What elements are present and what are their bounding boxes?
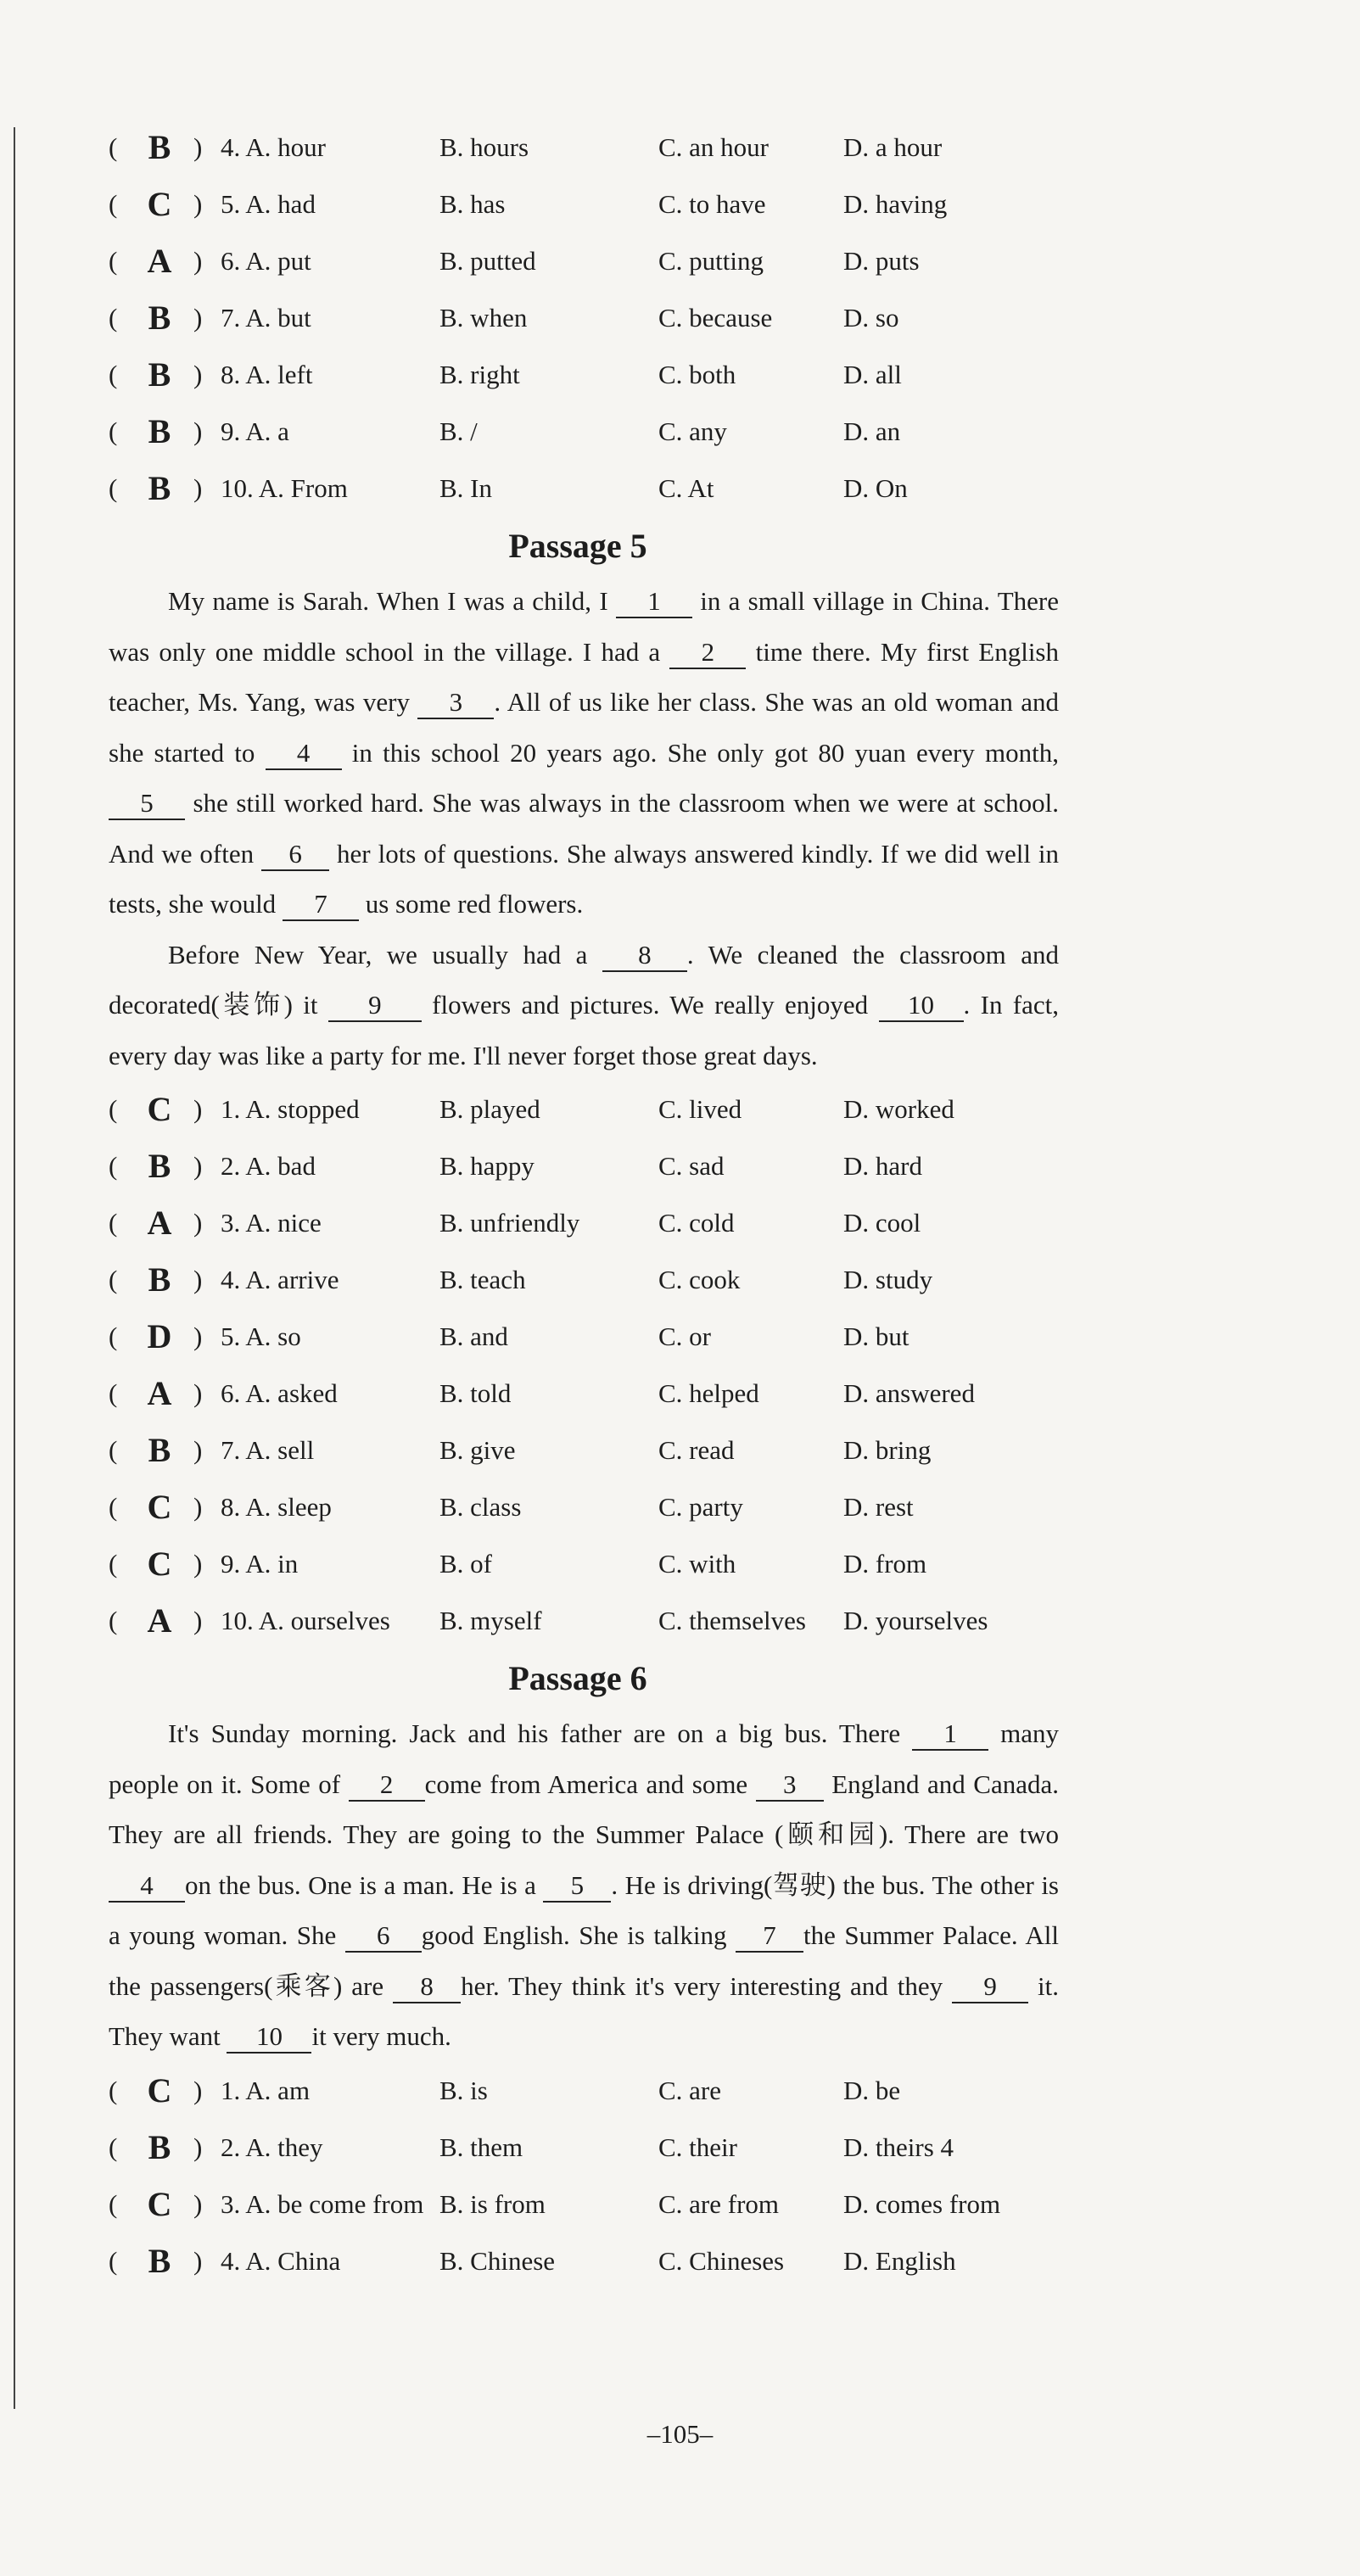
- option-c: C. because: [658, 303, 773, 332]
- option-d: D. comes from: [843, 2188, 1001, 2219]
- option-b: B. happy: [439, 1151, 534, 1181]
- question-number: 6.: [221, 246, 241, 276]
- paren: (: [109, 1549, 118, 1579]
- paren: ): [193, 473, 203, 503]
- option-b: B. of: [439, 1549, 492, 1579]
- paren: (: [109, 1492, 118, 1522]
- option-b: B. when: [439, 303, 528, 332]
- option-b: B. putted: [439, 246, 536, 276]
- paren: (: [109, 303, 118, 332]
- option-a-text: A. arrive: [245, 1265, 339, 1294]
- option-b: B. hours: [439, 132, 529, 162]
- blank: 7: [283, 889, 359, 921]
- question-row: [109, 1251, 1059, 1308]
- paren: ): [193, 2188, 203, 2219]
- paren: (: [109, 1435, 118, 1465]
- question-row: [109, 1535, 1059, 1592]
- option-a-text: A. left: [245, 360, 313, 389]
- option-a-text: A. be come from: [245, 2188, 424, 2219]
- question-number: 6.: [221, 1378, 241, 1408]
- page-binding-edge: [14, 127, 15, 2409]
- paren: (: [109, 1265, 118, 1294]
- passage-text: many people on it. Some of: [109, 1718, 1059, 1799]
- option-d: D. theirs 4: [843, 2132, 954, 2162]
- paren: ): [193, 1322, 203, 1351]
- question-number: 2.: [221, 2132, 241, 2162]
- passage-text: on the bus. One is a man. He is a: [185, 1869, 544, 1900]
- question-number: 10.: [221, 473, 254, 503]
- option-c: C. party: [658, 1492, 743, 1522]
- blank: 4: [266, 738, 342, 770]
- answer-mark: B: [148, 1260, 171, 1299]
- paren: (: [109, 1322, 118, 1351]
- option-d: D. worked: [843, 1094, 954, 1124]
- option-d: D. English: [843, 2245, 956, 2276]
- passage-text: her lots of questions. She always answered kindly. If we did well in tests, she would: [109, 838, 1060, 919]
- option-b: B. teach: [439, 1265, 526, 1294]
- option-d: D. answered: [843, 1378, 975, 1408]
- paren: ): [193, 189, 203, 219]
- passage-text: in a small village in China. There was only one middle school in the village. I had a: [109, 586, 1059, 667]
- blank: 1: [616, 586, 692, 618]
- option-a: [221, 2176, 423, 2232]
- paren: (: [109, 2188, 118, 2219]
- option-a-text: A. put: [245, 246, 311, 276]
- option-a: [221, 1308, 301, 1365]
- option-d: D. bring: [843, 1435, 932, 1465]
- paren: (: [109, 1606, 118, 1635]
- option-d: D. rest: [843, 1492, 914, 1522]
- paren: ): [193, 303, 203, 332]
- passage-text: her. They think it's very interesting and they: [461, 1970, 953, 2001]
- passage-paragraph: [109, 1708, 1059, 2062]
- option-b: B. class: [439, 1492, 522, 1522]
- question-number: 2.: [221, 1151, 241, 1181]
- passage-text: flowers and pictures. We really enjoyed: [421, 990, 879, 1020]
- answer-mark: A: [147, 1374, 172, 1412]
- option-a-text: A. a: [245, 416, 289, 446]
- question-number: 7.: [221, 1435, 241, 1465]
- passage-title: Passage 6: [508, 1659, 647, 1697]
- option-a: [221, 2062, 310, 2119]
- passage-text: it. They want: [109, 1970, 1059, 2051]
- option-c: C. read: [658, 1435, 735, 1465]
- blank: 10: [227, 2021, 311, 2054]
- blank: 6: [261, 839, 329, 871]
- option-c: C. are: [658, 2075, 722, 2105]
- passage-title: Passage 5: [508, 527, 647, 565]
- passage-text: Before New Year, we usually had a: [168, 939, 602, 969]
- option-b: B. right: [439, 360, 520, 389]
- passage-text: us some red flowers.: [358, 889, 584, 919]
- question-row: [109, 1422, 1059, 1478]
- question-row: [109, 1365, 1059, 1422]
- option-a-text: A. asked: [245, 1378, 338, 1408]
- passage-text: good English. She is talking: [421, 1920, 736, 1950]
- passage-paragraph: [109, 930, 1059, 1081]
- answer-mark: A: [147, 242, 172, 280]
- option-c: C. with: [658, 1549, 736, 1579]
- option-d: D. so: [843, 303, 899, 332]
- option-a: [221, 2119, 323, 2176]
- answer-mark: B: [148, 1431, 171, 1469]
- paren: (: [109, 132, 118, 162]
- paren: ): [193, 1606, 203, 1635]
- option-a-text: A. so: [245, 1322, 301, 1351]
- question-row: [109, 403, 1059, 460]
- option-a: [221, 1478, 332, 1535]
- passage-text: the Summer Palace. All the passengers(乘客) are: [109, 1920, 1059, 2001]
- question-row: [109, 460, 1059, 517]
- answer-mark: C: [147, 1488, 172, 1526]
- question-row: [109, 1592, 1059, 1649]
- question-row: [109, 2232, 1059, 2289]
- paren: ): [193, 416, 203, 446]
- answer-mark: B: [148, 2241, 171, 2280]
- option-b: B. told: [439, 1378, 512, 1408]
- option-a-text: A. stopped: [245, 1094, 360, 1124]
- option-a-text: A. they: [245, 2132, 323, 2162]
- option-b: B. is: [439, 2075, 488, 2105]
- option-a-text: A. had: [245, 189, 316, 219]
- option-c: C. their: [658, 2132, 737, 2162]
- option-d: D. be: [843, 2075, 901, 2105]
- blank: 6: [345, 1920, 422, 1953]
- answer-mark: C: [147, 185, 172, 223]
- option-a: [221, 176, 316, 232]
- option-a-text: A. ourselves: [258, 1606, 390, 1635]
- paren: ): [193, 360, 203, 389]
- paren: (: [109, 2075, 118, 2105]
- paren: ): [193, 2075, 203, 2105]
- question-row: [109, 1081, 1059, 1137]
- option-a: [221, 1137, 316, 1194]
- paren: (: [109, 416, 118, 446]
- blank: 3: [756, 1769, 824, 1802]
- question-number: 10.: [221, 1606, 254, 1635]
- question-number: 1.: [221, 1094, 241, 1124]
- question-number: 3.: [221, 2188, 241, 2219]
- option-c: C. putting: [658, 246, 764, 276]
- question-list-passage6: [109, 2062, 1059, 2289]
- paren: ): [193, 246, 203, 276]
- worksheet-content: [109, 119, 1059, 2289]
- option-c: C. are from: [658, 2188, 780, 2219]
- option-d: D. a hour: [843, 132, 943, 162]
- option-a: [221, 460, 348, 517]
- question-row: [109, 2176, 1059, 2232]
- option-c: C. an hour: [658, 132, 770, 162]
- option-b: B. and: [439, 1322, 508, 1351]
- question-number: 7.: [221, 303, 241, 332]
- option-a-text: A. hour: [245, 132, 327, 162]
- passage-text: . In fact, every day was like a party for me. I'll never forget those great days.: [109, 990, 1059, 1070]
- paren: ): [193, 1151, 203, 1181]
- blank: 10: [879, 990, 964, 1022]
- answer-mark: B: [148, 1147, 171, 1185]
- blank: 8: [602, 940, 687, 972]
- paren: ): [193, 2245, 203, 2276]
- question-number: 5.: [221, 1322, 241, 1351]
- question-number: 3.: [221, 1208, 241, 1238]
- answer-mark: B: [148, 469, 171, 507]
- option-b: B. played: [439, 1094, 540, 1124]
- passage-text: . We cleaned the classroom and decorated(装饰) it: [109, 939, 1060, 1020]
- option-c: C. At: [658, 473, 714, 503]
- blank: 9: [328, 990, 422, 1022]
- question-list-top: [109, 119, 1059, 517]
- question-row: [109, 2062, 1059, 2119]
- option-a: [221, 1194, 322, 1251]
- question-row: [109, 1478, 1059, 1535]
- passage-text: it very much.: [311, 2021, 451, 2051]
- option-a: [221, 1422, 314, 1478]
- question-row: [109, 1308, 1059, 1365]
- option-c: C. sad: [658, 1151, 725, 1181]
- option-d: D. puts: [843, 246, 920, 276]
- option-a: [221, 346, 313, 403]
- option-d: D. study: [843, 1265, 933, 1294]
- paren: (: [109, 246, 118, 276]
- option-a: [221, 1535, 298, 1592]
- option-a-text: A. in: [245, 1549, 299, 1579]
- paren: (: [109, 1378, 118, 1408]
- question-number: 1.: [221, 2075, 241, 2105]
- paren: (: [109, 2245, 118, 2276]
- option-d: D. cool: [843, 1208, 921, 1238]
- option-a-text: A. China: [245, 2245, 341, 2276]
- option-c: C. lived: [658, 1094, 742, 1124]
- option-d: D. On: [843, 473, 908, 503]
- option-a-text: A. but: [245, 303, 311, 332]
- question-row: [109, 232, 1059, 289]
- question-row: [109, 1137, 1059, 1194]
- option-c: C. Chineses: [658, 2245, 785, 2276]
- paren: ): [193, 1492, 203, 1522]
- option-b: B. /: [439, 416, 478, 446]
- option-a: [221, 403, 289, 460]
- paren: (: [109, 473, 118, 503]
- answer-mark: B: [148, 355, 171, 394]
- question-number: 8.: [221, 1492, 241, 1522]
- option-b: B. myself: [439, 1606, 542, 1635]
- passage-text: come from America and some: [424, 1769, 756, 1799]
- option-d: D. yourselves: [843, 1606, 988, 1635]
- answer-mark: B: [148, 412, 171, 450]
- answer-mark: B: [148, 128, 171, 166]
- option-d: D. all: [843, 360, 902, 389]
- answer-mark: C: [147, 1090, 172, 1128]
- question-number: 4.: [221, 132, 241, 162]
- answer-mark: C: [147, 2070, 172, 2109]
- paren: ): [193, 1435, 203, 1465]
- passage-text: . He is driving(驾驶) the bus. The other is a young woman. She: [109, 1869, 1059, 1950]
- question-list-passage5: [109, 1081, 1059, 1649]
- blank: 5: [109, 788, 185, 820]
- option-a-text: A. From: [258, 473, 348, 503]
- answer-mark: A: [147, 1204, 172, 1242]
- option-c: C. helped: [658, 1378, 759, 1408]
- option-c: C. cook: [658, 1265, 741, 1294]
- blank: 3: [417, 687, 494, 719]
- answer-mark: A: [147, 1601, 172, 1640]
- question-row: [109, 346, 1059, 403]
- option-a: [221, 1592, 390, 1649]
- blank: 2: [349, 1769, 425, 1802]
- answer-mark: D: [147, 1317, 172, 1355]
- option-d: D. having: [843, 189, 948, 219]
- paren: ): [193, 1208, 203, 1238]
- question-number: 9.: [221, 1549, 241, 1579]
- question-number: 4.: [221, 1265, 241, 1294]
- option-a: [221, 232, 311, 289]
- answer-mark: B: [148, 2127, 171, 2166]
- option-a-text: A. nice: [245, 1208, 322, 1238]
- paren: (: [109, 1094, 118, 1124]
- blank: 5: [543, 1870, 611, 1903]
- option-a-text: A. bad: [245, 1151, 316, 1181]
- option-b: B. In: [439, 473, 492, 503]
- option-b: B. them: [439, 2132, 523, 2162]
- option-d: D. hard: [843, 1151, 922, 1181]
- option-d: D. but: [843, 1322, 909, 1351]
- option-a-text: A. am: [245, 2075, 311, 2105]
- option-c: C. themselves: [658, 1606, 806, 1635]
- question-number: 4.: [221, 2245, 241, 2276]
- question-row: [109, 176, 1059, 232]
- paren: (: [109, 1151, 118, 1181]
- answer-mark: C: [147, 1545, 172, 1583]
- blank: 1: [912, 1718, 988, 1751]
- option-a: [221, 1365, 338, 1422]
- paren: ): [193, 1094, 203, 1124]
- option-c: C. both: [658, 360, 736, 389]
- paren: ): [193, 1549, 203, 1579]
- blank: 8: [393, 1971, 461, 2003]
- paren: ): [193, 132, 203, 162]
- option-b: B. is from: [439, 2188, 546, 2219]
- option-c: C. or: [658, 1322, 711, 1351]
- option-a-text: A. sell: [245, 1435, 315, 1465]
- option-b: B. give: [439, 1435, 516, 1465]
- option-a: [221, 1081, 360, 1137]
- question-row: [109, 119, 1059, 176]
- paren: (: [109, 1208, 118, 1238]
- paren: (: [109, 189, 118, 219]
- passage-text: she still worked hard. She was always in the classroom when we were at school. And we often: [109, 788, 1059, 869]
- option-a-text: A. sleep: [245, 1492, 332, 1522]
- page-number: –105–: [646, 2419, 714, 2449]
- option-a: [221, 2232, 340, 2289]
- question-number: 8.: [221, 360, 241, 389]
- option-b: B. has: [439, 189, 506, 219]
- passage-paragraph: [109, 576, 1059, 930]
- passage-text: . All of us like her class. She was an old woman and she started to: [109, 687, 1060, 768]
- paren: ): [193, 2132, 203, 2162]
- question-row: [109, 1194, 1059, 1251]
- passage-text: It's Sunday morning. Jack and his father are on a big bus. There: [168, 1718, 913, 1748]
- paren: (: [109, 2132, 118, 2162]
- question-row: [109, 289, 1059, 346]
- question-number: 9.: [221, 416, 241, 446]
- option-a: [221, 119, 326, 176]
- option-c: C. any: [658, 416, 727, 446]
- option-d: D. an: [843, 416, 901, 446]
- option-d: D. from: [843, 1549, 927, 1579]
- passage-text: time there. My first English teacher, Ms. Yang, was very: [109, 636, 1059, 717]
- option-c: C. to have: [658, 189, 766, 219]
- passage-text: in this school 20 years ago. She only got 80 yuan every month,: [341, 737, 1059, 768]
- paren: ): [193, 1265, 203, 1294]
- passage-text: My name is Sarah. When I was a child, I: [168, 586, 616, 616]
- question-number: 5.: [221, 189, 241, 219]
- answer-mark: B: [148, 299, 171, 337]
- option-a: [221, 289, 311, 346]
- option-b: B. unfriendly: [439, 1208, 580, 1238]
- blank: 2: [669, 637, 746, 669]
- paren: (: [109, 360, 118, 389]
- blank: 7: [736, 1920, 803, 1953]
- blank: 9: [952, 1971, 1028, 2003]
- paren: ): [193, 1378, 203, 1408]
- question-row: [109, 2119, 1059, 2176]
- option-b: B. Chinese: [439, 2245, 556, 2276]
- blank: 4: [109, 1870, 185, 1903]
- answer-mark: C: [147, 2184, 172, 2223]
- option-c: C. cold: [658, 1208, 735, 1238]
- passage-text: England and Canada. They are all friends. They are going to the Summer Palace (颐和园). There are two: [109, 1769, 1059, 1849]
- option-a: [221, 1251, 339, 1308]
